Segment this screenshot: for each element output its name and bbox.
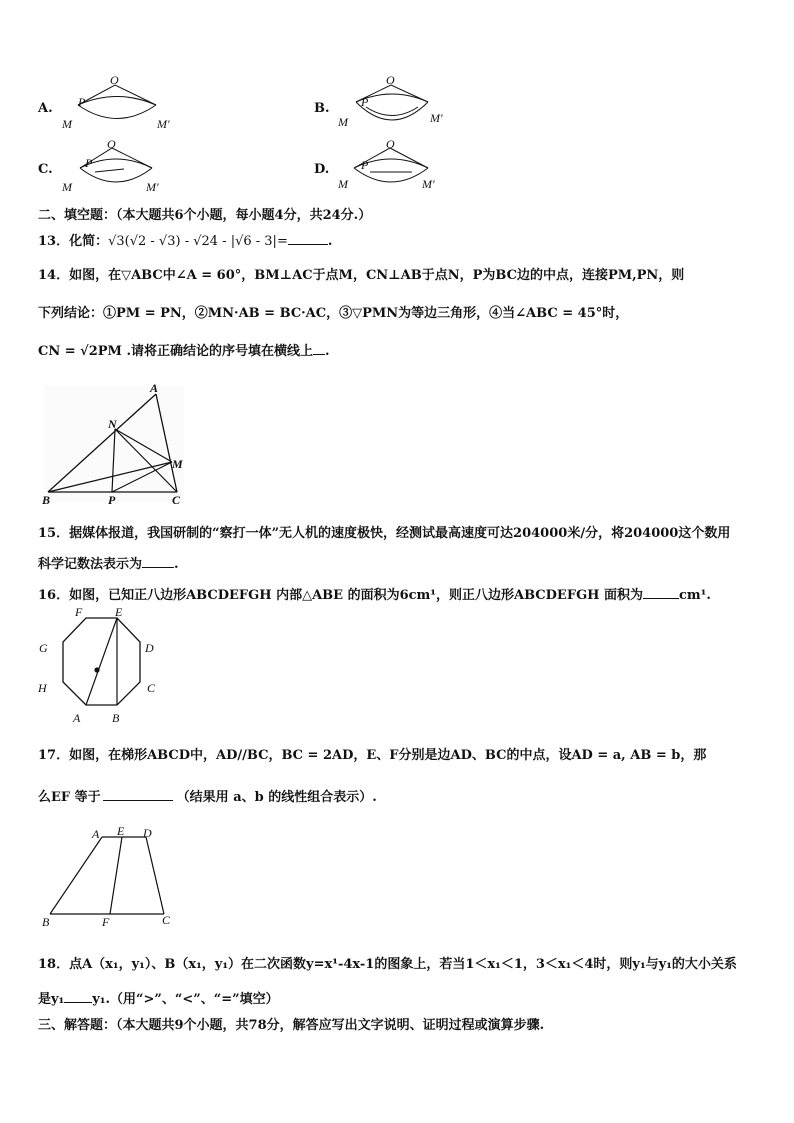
label-h: H (38, 681, 47, 695)
label-c: C (147, 681, 156, 695)
label-m: M (338, 177, 348, 191)
label-f: F (102, 915, 110, 929)
label-o: O (107, 137, 116, 151)
option-d-figure (336, 138, 466, 198)
q18-line2-a: 是y₁ (38, 992, 65, 1007)
label-a: A (92, 827, 100, 841)
q15-line2-tail: . (174, 557, 179, 572)
option-a-figure (60, 74, 190, 134)
option-a-label: A. (38, 101, 53, 116)
label-p: P (108, 493, 116, 507)
label-d: D (145, 641, 154, 655)
label-mp: M′ (157, 117, 170, 131)
q17-line2-a: 么EF 等于 (38, 790, 101, 805)
label-e: E (117, 824, 125, 838)
label-c: C (162, 913, 171, 927)
q13-tail: . (327, 234, 333, 249)
q15-answer-blank[interactable] (142, 555, 174, 568)
q14-answer-blank[interactable] (313, 342, 325, 355)
label-p: P (85, 156, 93, 170)
q15-line1: 15．据媒体报道，我国研制的“察打一体”无人机的速度极快，经测试最高速度可达204000米/分，将204000这个数用 (38, 526, 731, 541)
section2-heading: 二、填空题：（本大题共6个小题，每小题4分，共24分.） (38, 208, 372, 223)
q15-line2-text: 科学记数法表示为 (38, 557, 143, 572)
q18-line1: 18．点A（x₁，y₁）、B（x₁，y₁）在二次函数y=x¹-4x-1的图象上，若当1＜x₁＜1，3＜x₁＜4时，则y₁与y₁的大小关系 (38, 957, 737, 972)
q13-num: 13．化简： (38, 234, 109, 249)
label-mp: M′ (422, 177, 435, 191)
q17-line1: 17．如图，在梯形ABCD中，AD//BC，BC = 2AD，E、F分别是边AD、BC的中点，设AD = a, AB = b，那 (38, 748, 707, 763)
label-e: E (115, 605, 123, 619)
label-a: A (73, 711, 81, 725)
label-a: A (150, 381, 159, 395)
q17-figure (38, 822, 178, 930)
q13-answer-blank[interactable] (288, 232, 328, 245)
label-c: C (172, 493, 181, 507)
q18-answer-blank[interactable] (64, 990, 92, 1003)
q16-line1 (38, 584, 711, 603)
label-p: P (361, 95, 369, 109)
option-c-label: C. (38, 162, 53, 177)
q17-line2 (38, 786, 377, 805)
label-p: P (78, 95, 86, 109)
label-g: G (39, 641, 48, 655)
label-m: M (62, 117, 72, 131)
q14-line3-text: CN = √2PM .请将正确结论的序号填在横线上 (38, 344, 313, 359)
q16-line1-text: 16．如图，已知正八边形ABCDEFGH 内部△ABE 的面积为6cm¹，则正八边形ABCDEFGH 面积为 (38, 588, 643, 603)
option-b-label: B. (314, 101, 330, 116)
q14-line1: 14．如图，在▽ABC中∠A = 60°，BM⊥AC于点M，CN⊥AB于点N，P为BC边的中点，连接PM,PN，则 (38, 268, 685, 283)
section3-heading: 三、解答题：（本大题共9个小题，共78分，解答应写出文字说明、证明过程或演算步骤. (38, 1018, 545, 1033)
label-o: O (386, 137, 395, 151)
option-c-figure (60, 138, 190, 198)
option-d-label: D. (314, 162, 330, 177)
q14-figure (38, 382, 188, 507)
label-b: B (42, 493, 51, 507)
label-d: D (143, 826, 152, 840)
q16-figure (38, 604, 168, 730)
q16-line1-tail: cm¹. (678, 588, 711, 603)
q18-line2 (38, 988, 279, 1007)
label-o: O (110, 73, 119, 87)
q13 (38, 230, 332, 249)
label-f: F (75, 605, 83, 619)
q17-answer-blank[interactable] (103, 788, 173, 801)
label-p: P (361, 158, 369, 172)
label-n: N (108, 417, 117, 431)
q13-expr: √3(√2 - √3) - √24 - |√6 - 3|= (108, 234, 288, 249)
q15-line2 (38, 553, 179, 572)
label-m: M (172, 457, 183, 471)
label-mp: M′ (430, 111, 443, 125)
label-b: B (112, 711, 120, 725)
q14-line2: 下列结论：①PM = PN，②MN·AB = BC·AC，③▽PMN为等边三角形，④当∠ABC = 45°时， (38, 306, 629, 321)
label-o: O (386, 73, 395, 87)
q14-line3-tail: . (324, 344, 330, 359)
q14-line3 (38, 340, 330, 359)
q18-line2-b: y₁.（用“>”、“<”、“=”填空） (92, 992, 279, 1007)
q16-answer-blank[interactable] (643, 586, 679, 599)
option-b-figure (336, 74, 466, 134)
q17-line2-b: （结果用 a、b 的线性组合表示）. (176, 790, 377, 805)
label-m: M (338, 115, 348, 129)
label-b: B (42, 915, 50, 929)
label-m: M (62, 180, 72, 194)
label-mp: M′ (146, 180, 159, 194)
